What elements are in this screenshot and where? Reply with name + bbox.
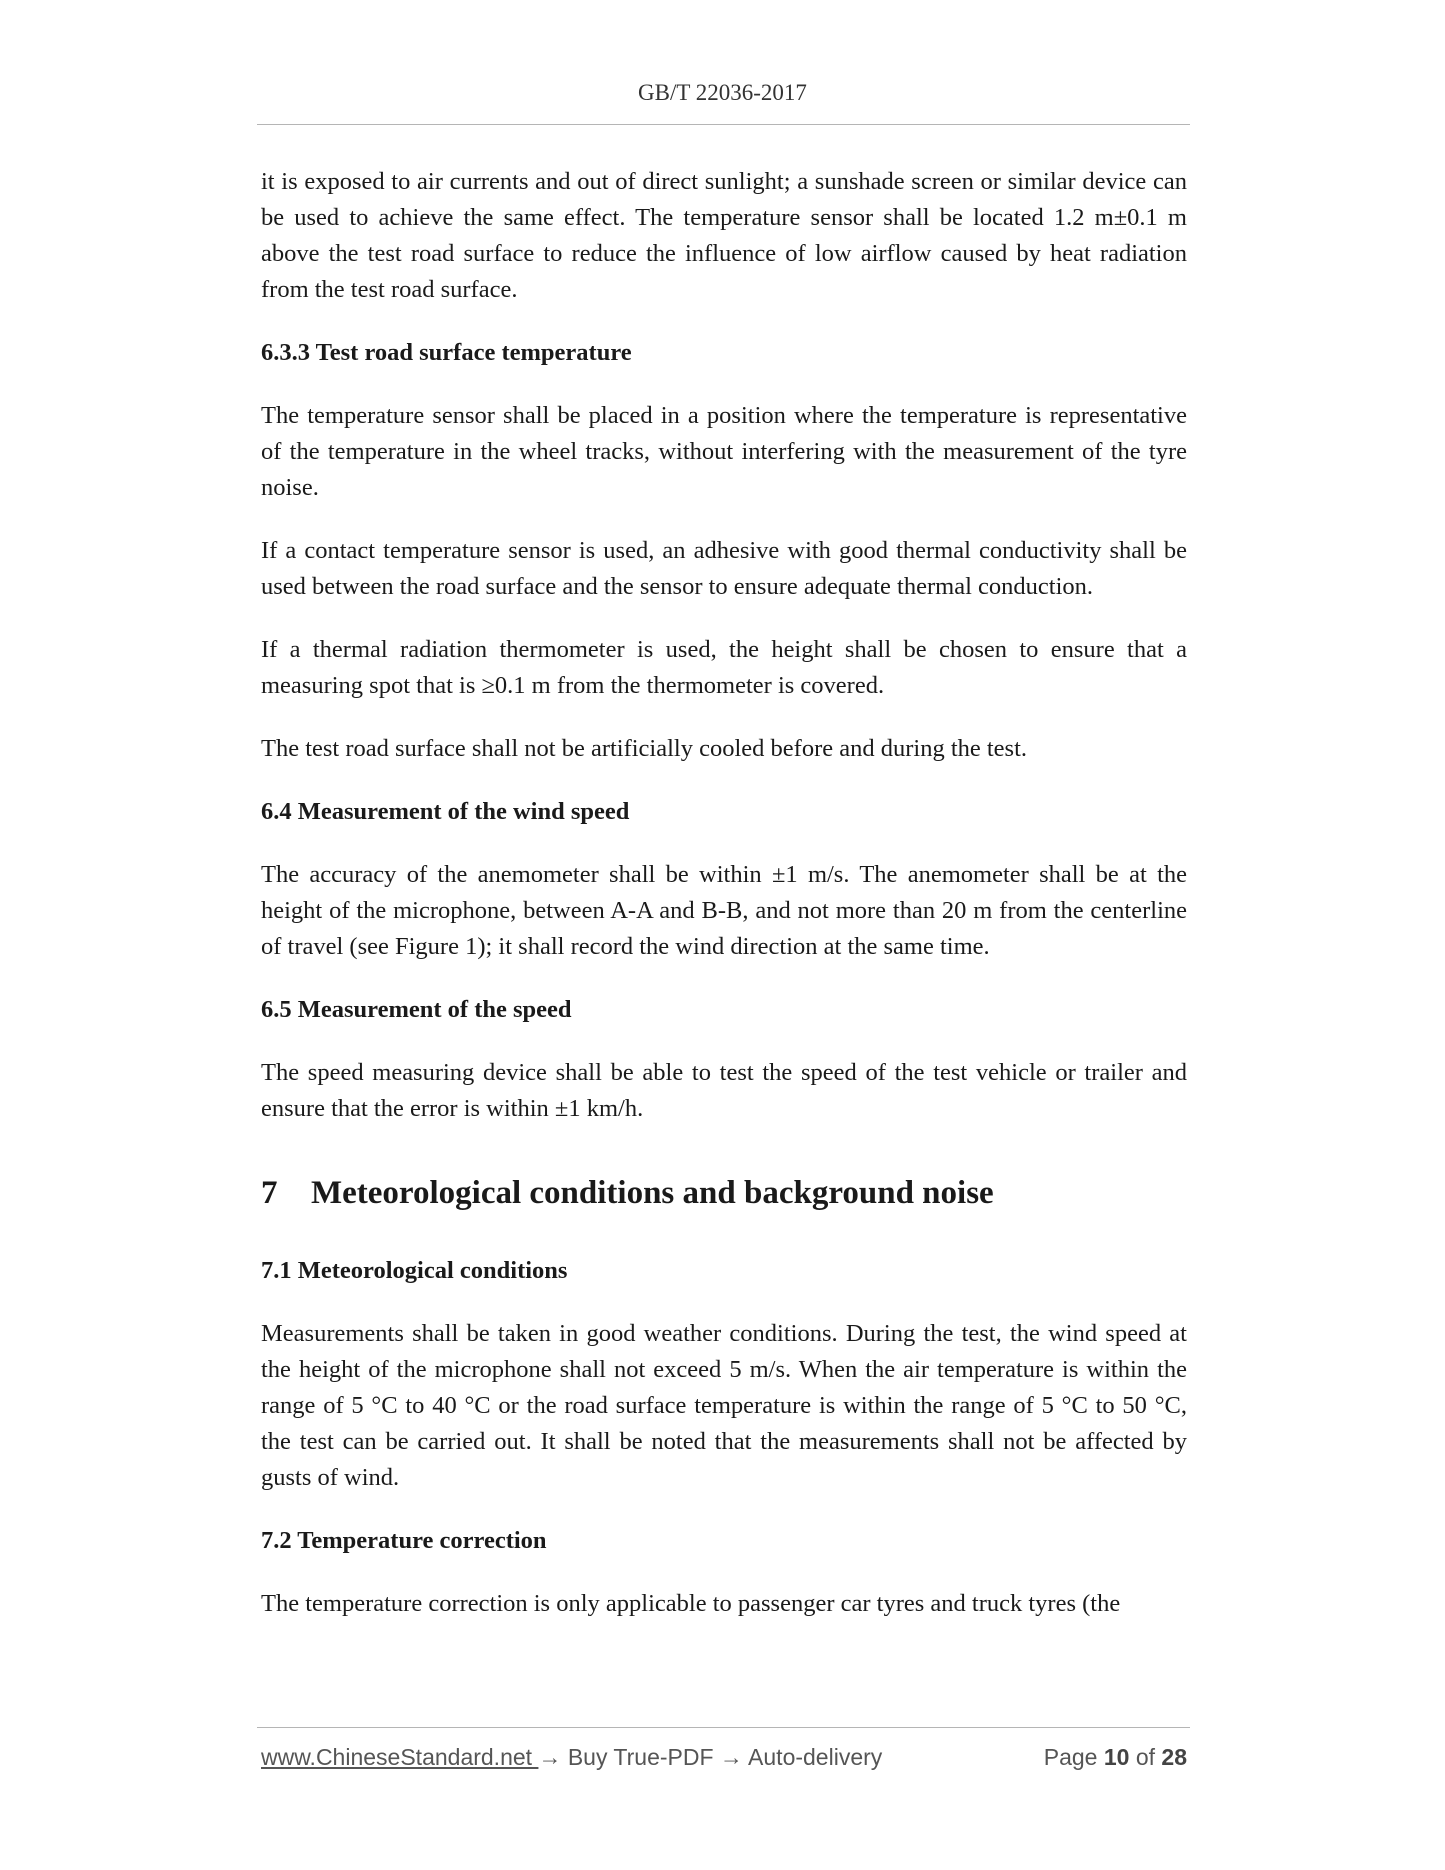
subsection-heading: 7.1 Meteorological conditions <box>261 1257 568 1284</box>
page-number: 10 <box>1103 1744 1130 1770</box>
subsection-heading: 6.4 Measurement of the wind speed <box>261 798 630 825</box>
total-pages: 28 <box>1161 1744 1187 1770</box>
section-heading <box>261 1173 1187 1213</box>
document-body <box>261 164 1187 1649</box>
paragraph: If a thermal radiation thermometer is used, the height shall be chosen to ensure that a measuring spot that is ≥0.1 m from the thermometer is covered. <box>261 636 1187 699</box>
paragraph: The temperature correction is only applicable to passenger car tyres and truck tyres (the <box>261 1590 1121 1617</box>
subsection-heading: 6.3.3 Test road surface temperature <box>261 339 632 366</box>
paragraph: The accuracy of the anemometer shall be within ±1 m/s. The anemometer shall be at the height of the microphone, between A-A and B-B, and not more than 20 m from the centerline of travel (see Figure 1); it shall record the wind direction at the same time. <box>261 861 1187 960</box>
subsection-heading: 6.5 Measurement of the speed <box>261 996 572 1023</box>
subsection-heading: 7.2 Temperature correction <box>261 1527 547 1554</box>
header-divider <box>257 124 1190 125</box>
paragraph: The speed measuring device shall be able to test the speed of the test vehicle or trailer and ensure that the error is within ±1 km/h. <box>261 1059 1187 1122</box>
footer-nav-text: → Buy True-PDF → Auto-delivery <box>538 1744 883 1770</box>
paragraph: it is exposed to air currents and out of direct sunlight; a sunshade screen or similar device can be used to achieve the same effect. The temperature sensor shall be located 1.2 m±0.1 m above the test road surface to reduce the influence of low airflow caused by heat radiation from the test road surface. <box>261 168 1187 303</box>
section-title: Meteorological conditions and background noise <box>311 1175 994 1211</box>
paragraph: Measurements shall be taken in good weather conditions. During the test, the wind speed at the height of the microphone shall not exceed 5 m/s. When the air temperature is within the range of 5 °C to 40 °C or the road surface temperature is within the range of 5 °C to 50 °C, the test can be carried out. It shall be noted that the measurements shall not be affected by gusts of wind. <box>261 1320 1187 1491</box>
footer-divider <box>257 1727 1190 1728</box>
website-link[interactable]: www.ChineseStandard.net <box>261 1744 539 1770</box>
document-header-title: GB/T 22036-2017 <box>638 80 807 105</box>
page-label: Page <box>1043 1744 1104 1770</box>
page-footer <box>261 1744 1187 1776</box>
paragraph: The temperature sensor shall be placed in a position where the temperature is representative of the temperature in the wheel tracks, without interfering with the measurement of the tyre noise. <box>261 402 1187 501</box>
paragraph: If a contact temperature sensor is used, an adhesive with good thermal conductivity shall be used between the road surface and the sensor to ensure adequate thermal conduction. <box>261 537 1187 600</box>
footer-promo <box>261 1744 882 1771</box>
paragraph: The test road surface shall not be artificially cooled before and during the test. <box>261 735 1028 762</box>
page-indicator <box>1044 1744 1187 1771</box>
of-label: of <box>1129 1744 1162 1770</box>
section-number: 7 <box>261 1175 278 1211</box>
